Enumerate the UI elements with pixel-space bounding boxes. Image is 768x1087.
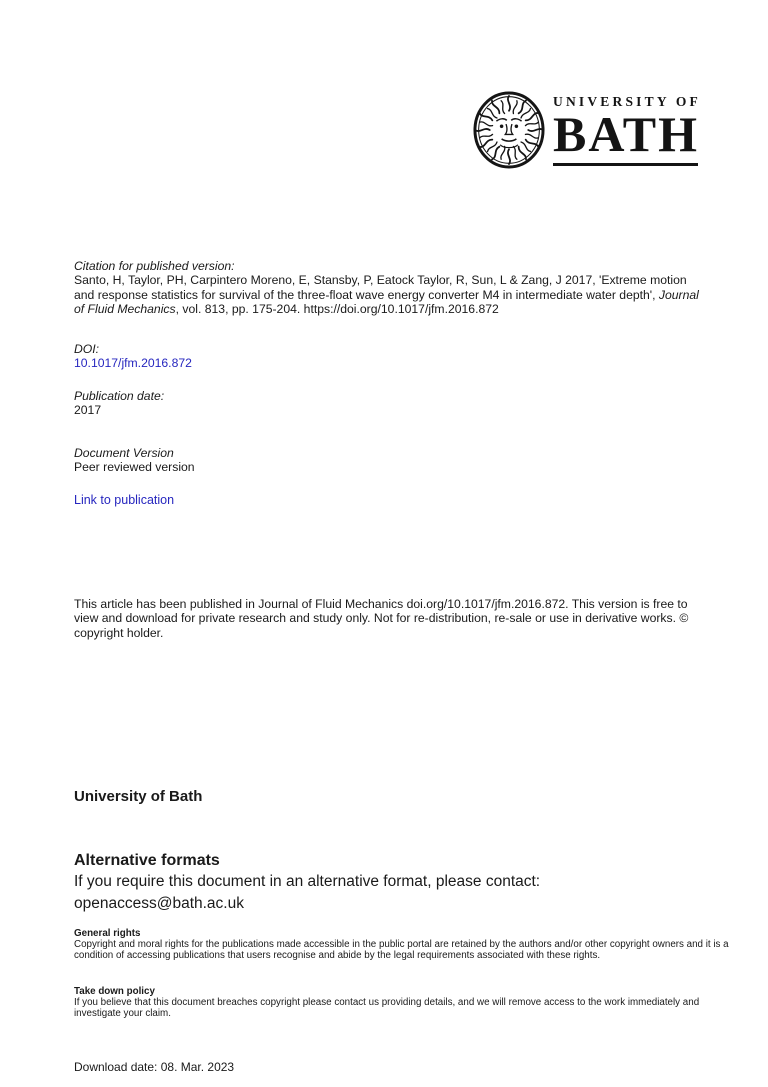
alternative-formats-body	[74, 871, 714, 914]
document-version-block	[74, 446, 195, 475]
take-down-policy-body: If you believe that this document breaches copyright please contact us providing details, and we will remove access to the work immediately and investigate your claim.	[74, 997, 700, 1020]
alternative-formats-email: openaccess@bath.ac.uk	[74, 894, 244, 912]
citation-text-before-journal: Santo, H, Taylor, PH, Carpintero Moreno, E, Stansby, P, Eatock Taylor, R, Sun, L & Zang, J 2017, 'Extreme motion and response statistics for survival of the three-float wave energy converter M4 in intermediate water depth',	[74, 273, 687, 302]
alternative-formats-heading: Alternative formats	[74, 852, 220, 869]
publication-date-value: 2017	[74, 403, 102, 418]
citation-journal-title: Journal of Fluid Mechanics	[74, 287, 699, 316]
citation-text	[74, 273, 710, 316]
publisher-statement: This article has been published in Journal of Fluid Mechanics doi.org/10.1017/jfm.2016.872. This version is free to view and download for private research and study only. Not for re-distribution, re-sale or use in derivative works. © copyright holder.	[74, 597, 689, 640]
publication-date-label: Publication date:	[74, 389, 165, 403]
take-down-policy-heading: Take down policy	[74, 986, 155, 997]
alternative-formats-text: If you require this document in an alternative format, please contact:	[74, 873, 541, 890]
bath-gorgon-emblem-icon	[472, 90, 546, 170]
citation-label: Citation for published version:	[74, 259, 235, 273]
doi-label: DOI:	[74, 342, 100, 356]
publication-date-block	[74, 389, 164, 418]
citation-block	[74, 259, 710, 316]
download-date: Download date: 08. Mar. 2023	[74, 1060, 235, 1074]
university-of-bath-logo	[472, 90, 701, 170]
alternative-formats-section	[74, 850, 714, 914]
doi-block	[74, 342, 192, 371]
logo-underline	[553, 163, 698, 166]
general-rights-heading: General rights	[74, 928, 141, 939]
general-rights-body: Copyright and moral rights for the publications made accessible in the public portal are retained by the authors and/or other copyright owners and it is a condition of accessing publications that users recognise and abide by the legal requirements associated with these rights.	[74, 939, 729, 962]
logo-bath-text: BATH	[553, 106, 699, 162]
general-rights-section	[74, 928, 736, 962]
link-to-publication-block	[74, 493, 174, 507]
citation-text-after-journal: , vol. 813, pp. 175-204. https://doi.org/10.1017/jfm.2016.872	[175, 301, 499, 316]
link-to-publication[interactable]: Link to publication	[74, 493, 175, 507]
doi-link[interactable]: 10.1017/jfm.2016.872	[74, 356, 192, 371]
document-version-value: Peer reviewed version	[74, 460, 195, 475]
take-down-policy-section	[74, 986, 736, 1020]
logo-university-of-text: UNIVERSITY OF	[553, 94, 701, 109]
document-version-label: Document Version	[74, 446, 174, 460]
logo-wordmark	[553, 90, 701, 166]
institution-name: University of Bath	[74, 788, 203, 805]
